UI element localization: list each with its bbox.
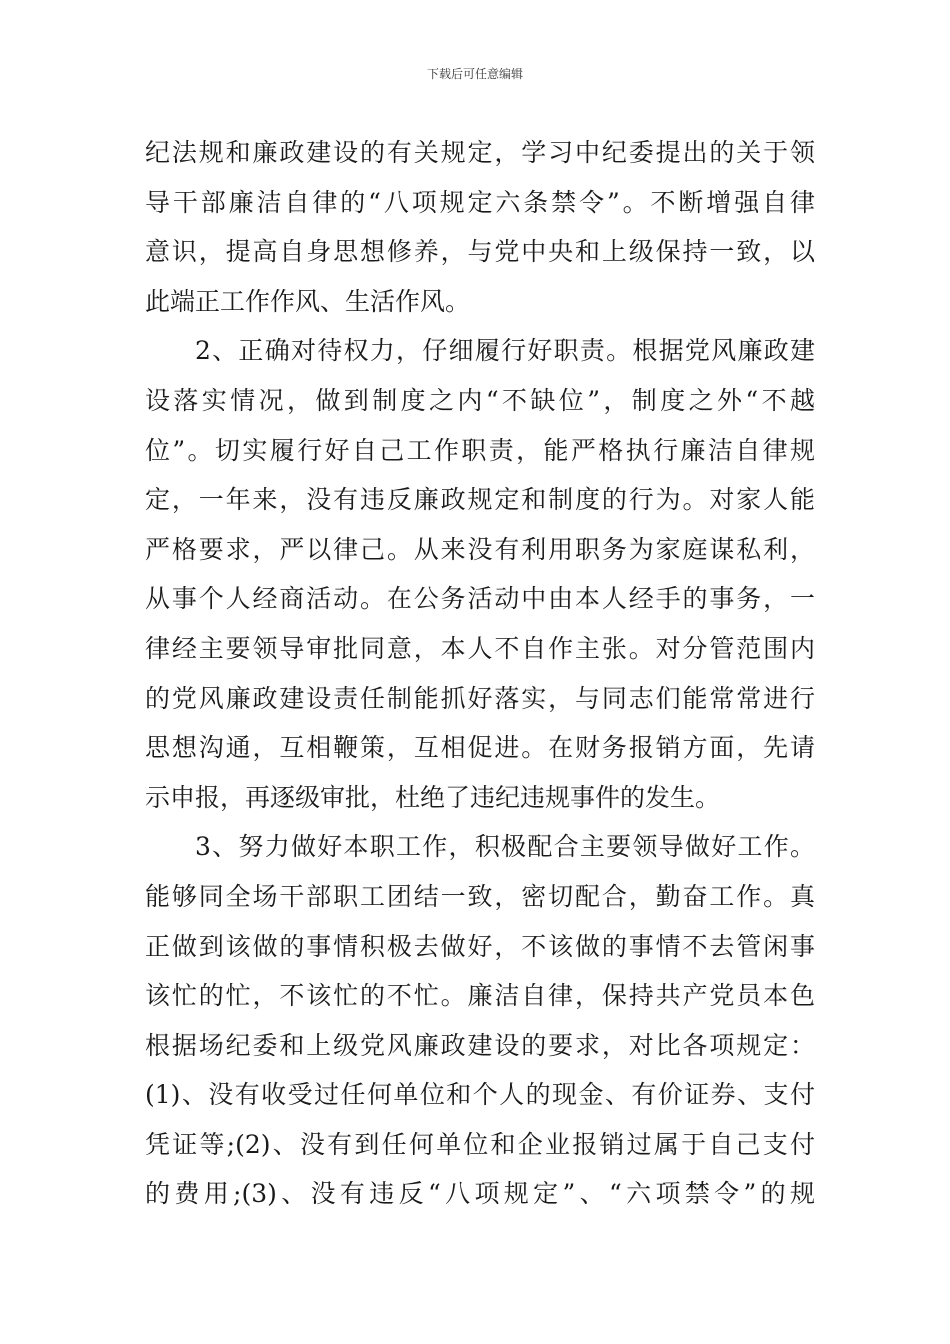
text-line: 位”。切实履行好自己工作职责，能严格执行廉洁自律规 (145, 435, 815, 465)
text-line: 纪法规和廉政建设的有关规定，学习中纪委提出的关于领 (145, 138, 815, 167)
text-line: 能够同全场干部职工团结一致，密切配合，勤奋工作。真 (145, 881, 815, 911)
text-line: 示申报，再逐级审批，杜绝了违纪违规事件的发生。 (145, 782, 721, 812)
text-line: 正做到该做的事情积极去做好，不该做的事情不去管闲事 (145, 931, 815, 961)
document-body (145, 128, 815, 1219)
text-line: 根据场纪委和上级党风廉政建设的要求，对比各项规定： (145, 1030, 815, 1060)
text-line: 的费用;(3)、没有违反“八项规定”、“六项禁令”的规 (145, 1179, 815, 1209)
text-line: 意识，提高自身思想修养，与党中央和上级保持一致，以 (145, 237, 815, 267)
text-line: 2、正确对待权力，仔细履行好职责。根据党风廉政建 (195, 336, 815, 366)
text-line: 的党风廉政建设责任制能抓好落实，与同志们能常常进行 (145, 683, 815, 713)
text-line: 思想沟通，互相鞭策，互相促进。在财务报销方面，先请 (145, 733, 815, 763)
text-line: 此端正工作作风、生活作风。 (145, 286, 471, 316)
text-line: 从事个人经商活动。在公务活动中由本人经手的事务，一 (145, 584, 815, 614)
text-line: 凭证等;(2)、没有到任何单位和企业报销过属于自己支付 (145, 1129, 815, 1159)
text-line: 3、努力做好本职工作，积极配合主要领导做好工作。 (195, 832, 815, 862)
text-line: 严格要求，严以律己。从来没有利用职务为家庭谋私利， (145, 534, 815, 564)
text-line: 设落实情况，做到制度之内“不缺位”，制度之外“不越 (145, 385, 815, 415)
text-line: 律经主要领导审批同意，本人不自作主张。对分管范围内 (145, 633, 815, 663)
text-line: 该忙的忙，不该忙的不忙。廉洁自律，保持共产党员本色 (145, 981, 815, 1011)
text-line: 定，一年来，没有违反廉政规定和制度的行为。对家人能 (145, 485, 815, 515)
page-header: 下载后可任意编辑 (426, 67, 523, 81)
text-line: (1)、没有收受过任何单位和个人的现金、有价证券、支付 (145, 1080, 815, 1110)
text-line: 导干部廉洁自律的“八项规定六条禁令”。不断增强自律 (145, 187, 815, 217)
